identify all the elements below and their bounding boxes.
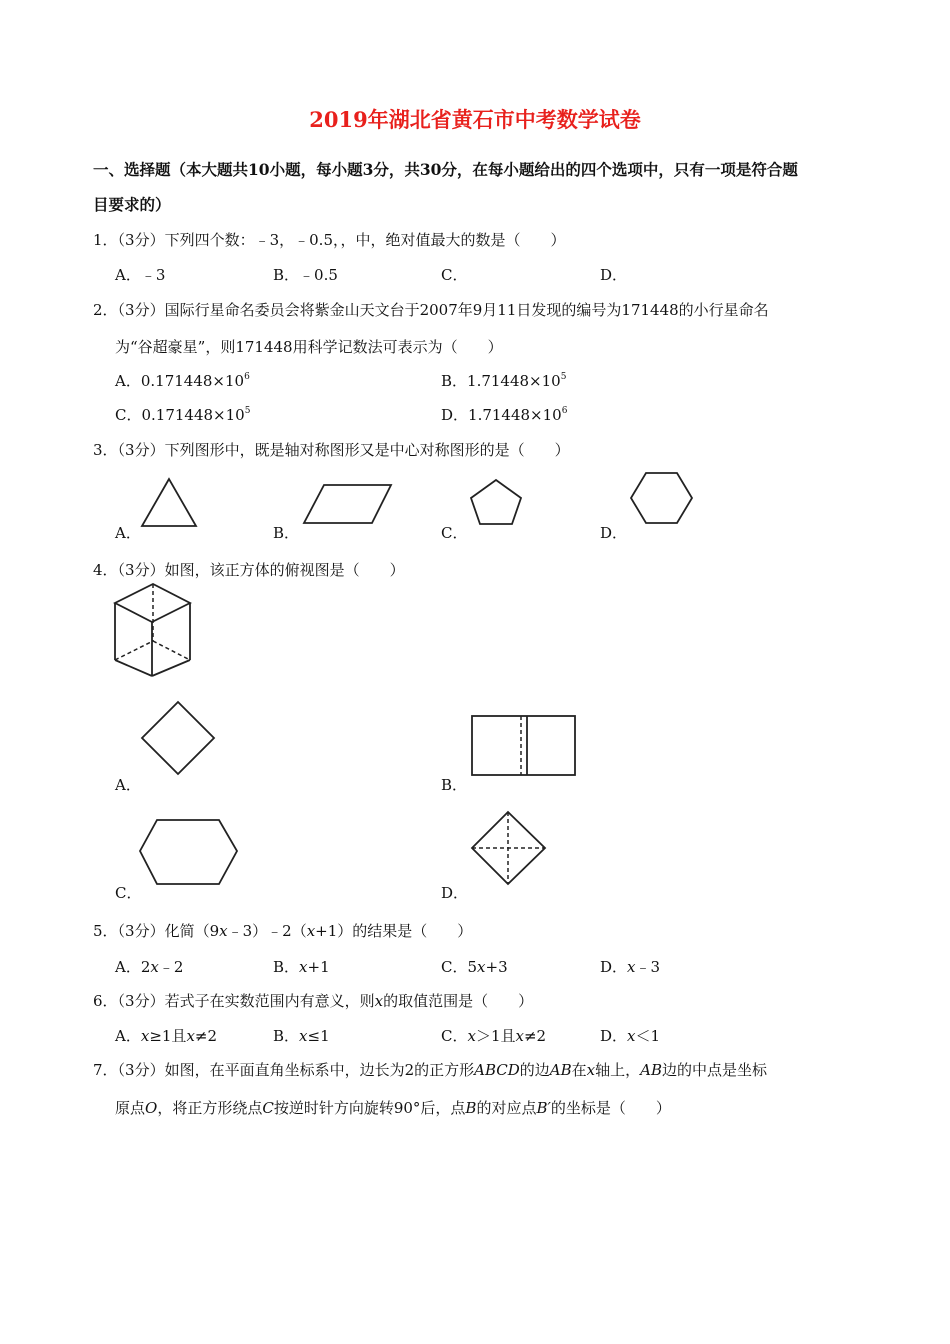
question-6-option-b: B．x≤1	[273, 1027, 330, 1045]
question-7-stem-line2: 原点O，将正方形绕点C按逆时针方向旋转90°后，点B的对应点B′的坐标是（ ）	[115, 1099, 671, 1117]
option-b-rectangle-figure	[472, 716, 575, 775]
page-title: 2019年湖北省黄石市中考数学试卷	[309, 107, 641, 132]
question-6-option-a: A．x≥1且x≠2	[115, 1027, 218, 1045]
question-5-option-a: A．2x﹣2	[115, 958, 184, 976]
question-6-stem: 6．（3分）若式子在实数范围内有意义，则x的取值范围是（ ）	[93, 992, 534, 1010]
question-1-option-a: A．﹣3	[115, 266, 166, 284]
question-3-stem: 3．（3分）下列图形中，既是轴对称图形又是中心对称图形的是（ ）	[93, 441, 570, 459]
question-6-option-c: C．x＞1且x≠2	[441, 1027, 547, 1045]
question-1-option-b: B．﹣0.5	[273, 266, 338, 284]
question-4-option-b: B．	[441, 776, 468, 794]
question-3-option-a: A．	[115, 524, 141, 542]
option-a-rhombus-figure	[142, 702, 214, 774]
question-5-stem: 5．（3分）化简（9x﹣3）﹣2（x+1）的结果是（ ）	[93, 922, 473, 940]
section-heading-line1: 一、选择题（本大题共10小题，每小题3分，共30分，在每小题给出的四个选项中，只有一项是符合题	[93, 160, 798, 179]
question-4-stem: 4．（3分）如图，该正方体的俯视图是（ ）	[93, 561, 405, 579]
option-d-rhombus-figure	[472, 812, 545, 884]
question-1-option-c: C．	[441, 266, 468, 284]
question-4-option-a: A．	[115, 776, 141, 794]
question-1-stem: 1．（3分）下列四个数：﹣3，﹣0.5，，中，绝对值最大的数是（ ）	[93, 231, 566, 249]
question-7-stem-line1: 7．（3分）如图，在平面直角坐标系中，边长为2的正方形ABCD的边AB在x轴上，AB边的中点是坐标	[93, 1061, 768, 1079]
question-3-option-c: C．	[441, 524, 468, 542]
question-5-option-b: B．x+1	[273, 958, 330, 976]
question-2-stem-line2: 为“谷超豪星”，则171448用科学记数法可表示为（ ）	[115, 338, 503, 356]
question-3-option-d: D．	[600, 524, 628, 542]
option-c-hexagon-figure	[140, 820, 237, 884]
question-3-option-b: B．	[273, 524, 300, 542]
question-5-option-c: C．5x+3	[441, 958, 508, 976]
question-2-option-b: B．$1.71448\times 10^5$	[441, 372, 567, 390]
question-2-option-a: A．$0.171448\times 10^6$	[115, 372, 250, 390]
question-4-option-d: D．	[441, 884, 469, 902]
question-2-option-c: C．$0.171448\times 10^5$	[115, 406, 251, 424]
question-4-option-c: C．	[115, 884, 142, 902]
question-6-option-d: D．x＜1	[600, 1027, 661, 1045]
section-heading-line2: 目要求的）	[93, 195, 171, 214]
cube-figure	[115, 584, 190, 676]
question-2-stem-line1: 2．（3分）国际行星命名委员会将紫金山天文台于2007年9月11日发现的编号为171448的小行星命名	[93, 301, 769, 319]
question-5-option-d: D．x﹣3	[600, 958, 661, 976]
question-2-option-d: D．$1.71448\times 10^6$	[441, 406, 568, 424]
question-1-option-d: D．	[600, 266, 628, 284]
